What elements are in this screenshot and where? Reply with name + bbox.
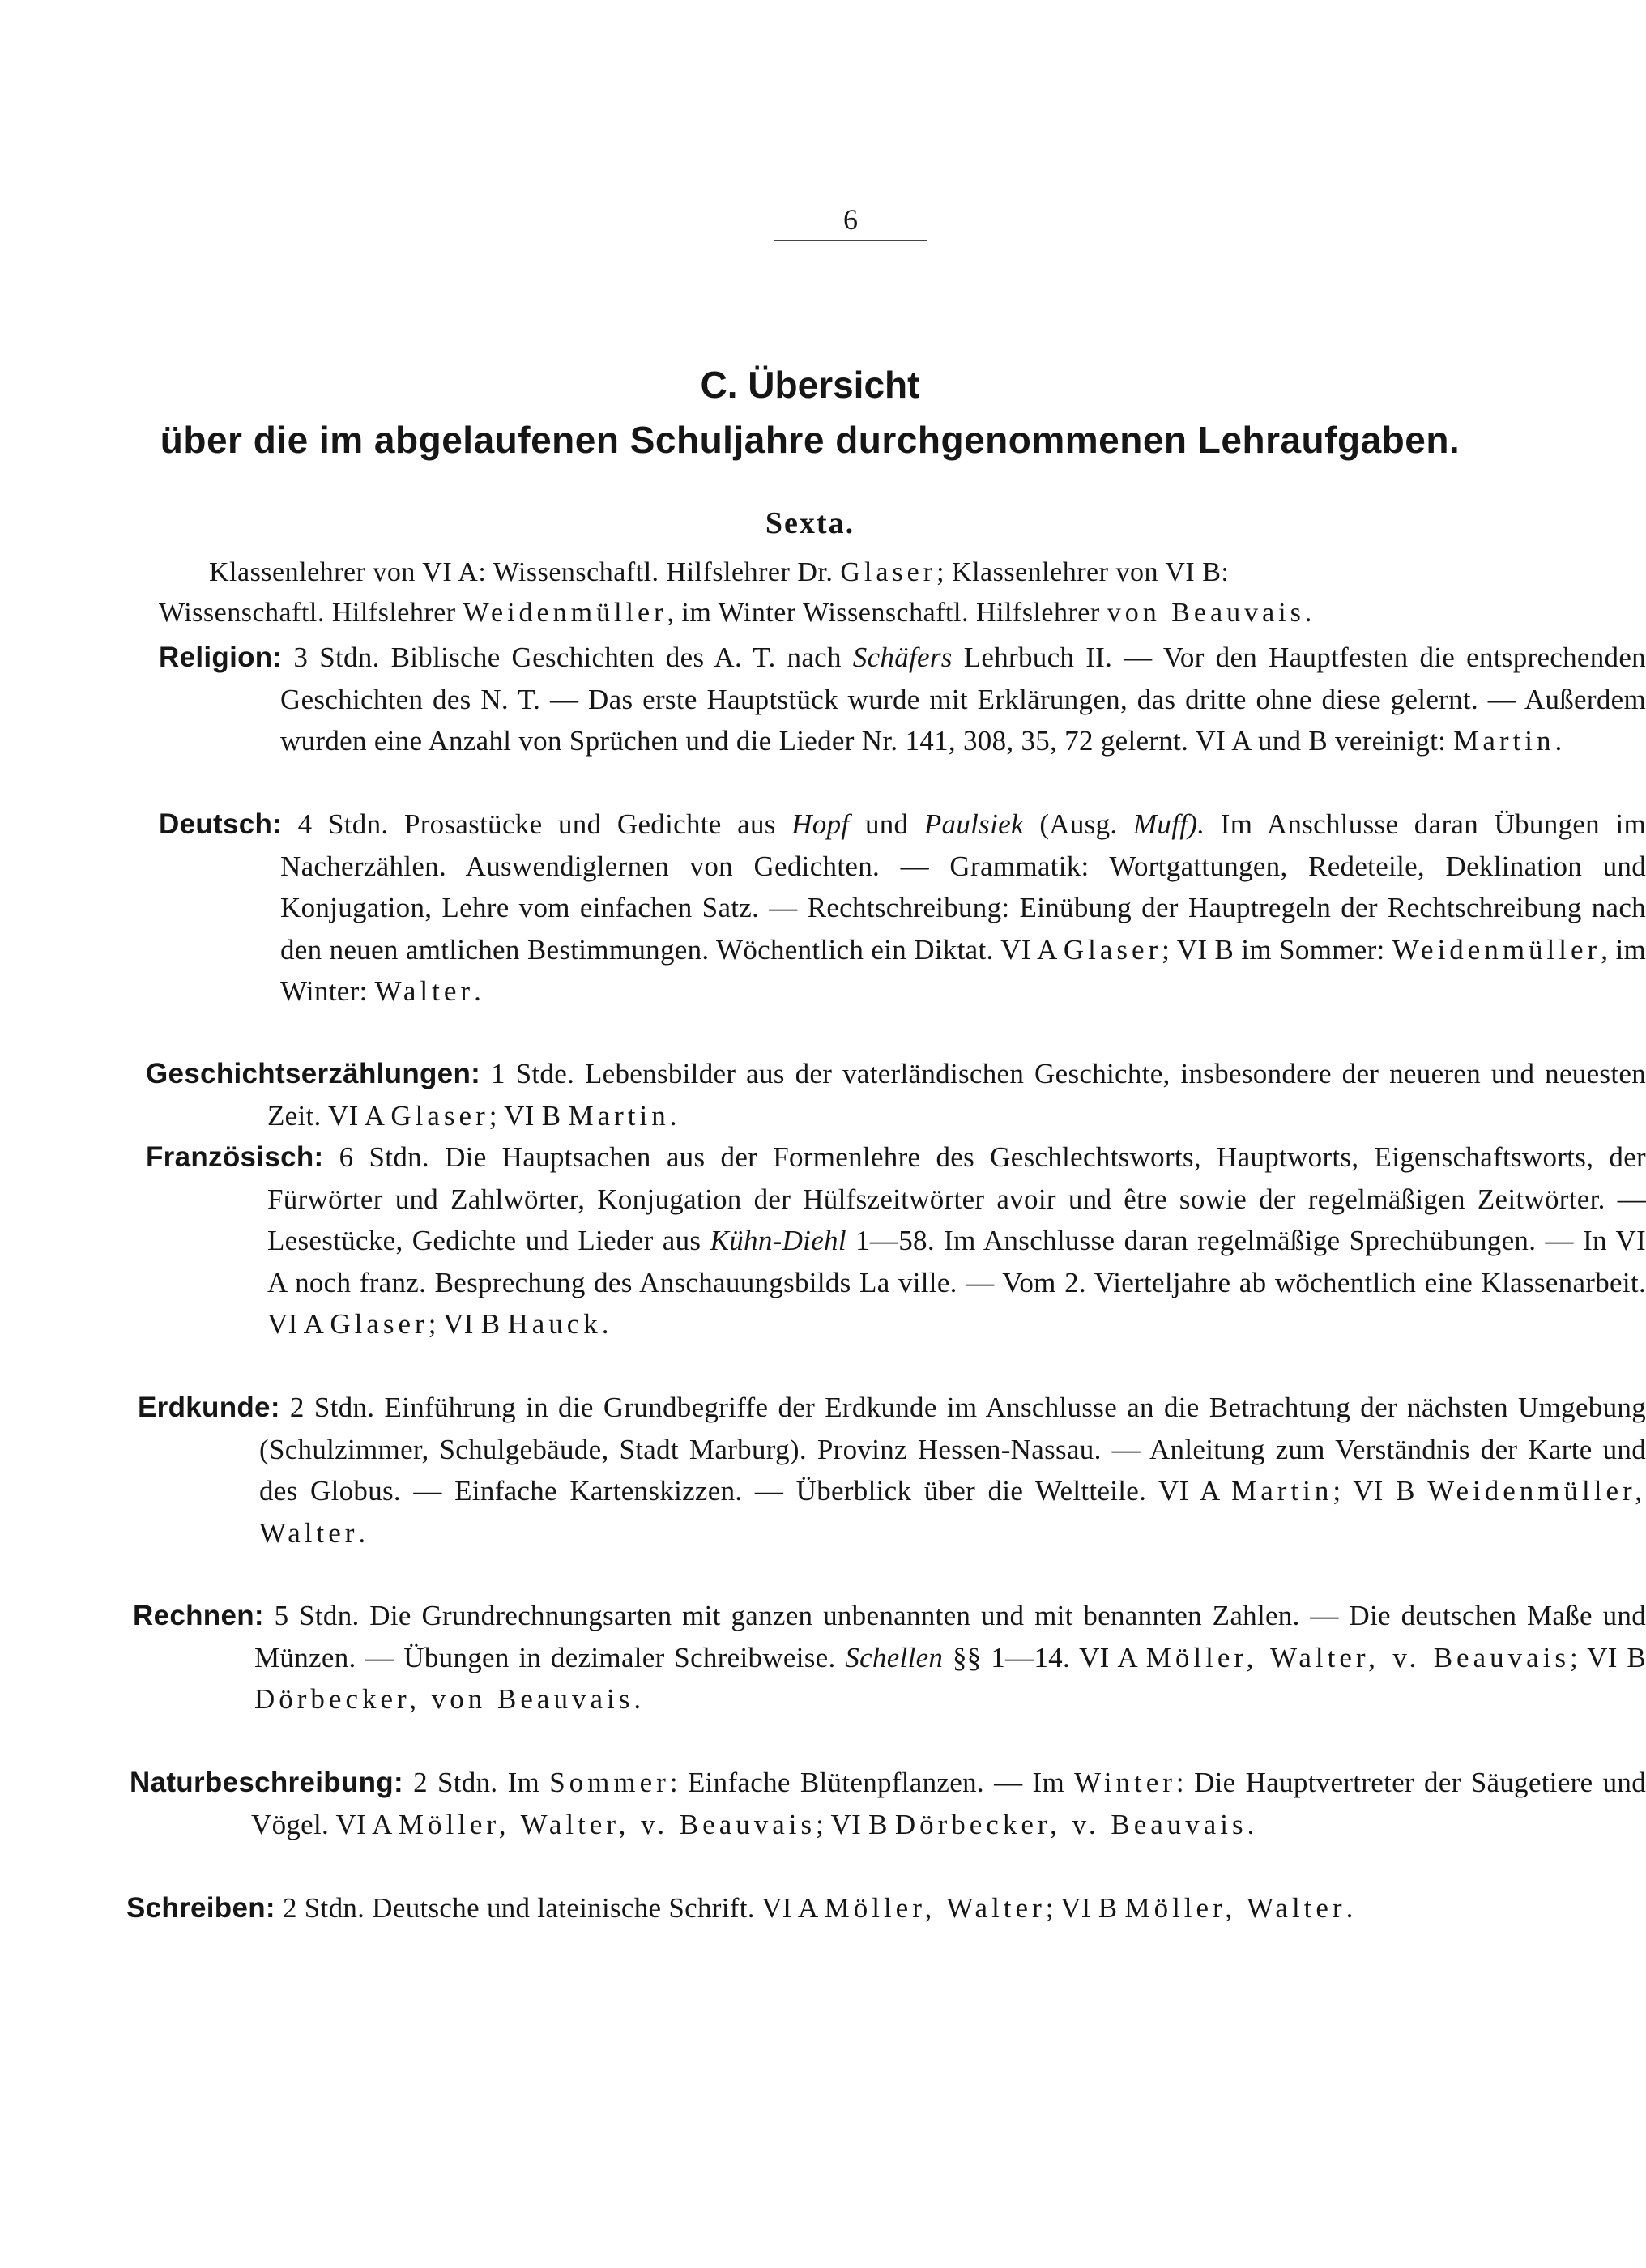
subject-text: 2 Stdn. Im xyxy=(403,1767,550,1798)
teacher-name: Möller, Walter xyxy=(1124,1892,1346,1924)
season-label: Sommer xyxy=(549,1767,670,1798)
subject-label: Erdkunde: xyxy=(138,1392,280,1423)
subject-text: . xyxy=(1247,1808,1255,1840)
teacher-text: . xyxy=(1304,598,1312,628)
teachers-line-1 xyxy=(159,552,1524,593)
subject-franzoesisch xyxy=(146,1136,1646,1345)
teacher-name: Glaser xyxy=(390,1099,489,1132)
subject-text: . xyxy=(358,1516,366,1549)
book-title: Kühn-Diehl xyxy=(710,1225,846,1256)
book-title: Schäfers xyxy=(852,642,953,673)
subject-label: Religion: xyxy=(159,642,283,673)
subject-text: 2 Stdn. Einführung in die Grundbegriffe der Erdkunde im Anschlusse an die Betrachtung der nächsten Umgebung (Schulzimmer, Schulgebäude, Stadt Marburg). Provinz Hessen-Nassau. — Anleitung zum Verständnis der Karte und des Globus. — Einfache Kartenskizzen. — Überblick über die Weltteile. VI A xyxy=(259,1392,1646,1507)
book-title: Schellen xyxy=(845,1641,944,1673)
subject-label: Naturbeschreibung: xyxy=(130,1767,403,1798)
subject-label: Französisch: xyxy=(146,1141,324,1173)
teacher-name: Weidenmüller xyxy=(1392,933,1601,966)
teacher-text: , im Winter Wissenschaftl. Hilfslehrer xyxy=(667,598,1107,628)
subject-text: ; VI B xyxy=(1570,1641,1646,1673)
teacher-name: Walter xyxy=(374,975,475,1007)
subject-text: ; VI B im Sommer: xyxy=(1162,933,1392,966)
subject-label: Deutsch: xyxy=(159,808,283,840)
page-number-rule xyxy=(774,240,927,241)
teacher-name: Dörbecker, von Beauvais xyxy=(254,1683,634,1715)
subject-rechnen xyxy=(133,1595,1646,1720)
subject-text: 3 Stdn. Biblische Geschichten des A. T. nach xyxy=(282,642,853,673)
book-title: Muff). xyxy=(1132,808,1205,840)
class-teachers xyxy=(159,552,1524,633)
teacher-name: Glaser xyxy=(330,1308,429,1340)
subject-text: . xyxy=(633,1683,642,1715)
subject-text: : Die Hauptvertreter der Säugetiere und Vögel. VI A xyxy=(251,1767,1646,1840)
subject-text: . xyxy=(601,1308,609,1340)
teacher-name: von Beauvais xyxy=(1107,598,1305,628)
teacher-text: Klassenlehrer von VI A: Wissenschaftl. Hilfslehrer Dr. xyxy=(209,557,841,587)
book-title: Hopf xyxy=(791,808,850,840)
subject-religion xyxy=(159,637,1646,762)
subject-label: Schreiben: xyxy=(126,1892,275,1924)
subject-schreiben xyxy=(126,1887,1646,1929)
section-heading: C. Übersicht xyxy=(700,364,920,406)
subject-text: (Ausg. xyxy=(1023,808,1133,840)
teacher-name: Weidenmüller, Walter xyxy=(259,1475,1646,1549)
subject-erdkunde xyxy=(138,1387,1646,1554)
subject-text: . xyxy=(474,975,482,1007)
teacher-name: Glaser xyxy=(840,557,937,587)
subject-text: ; VI B xyxy=(488,1099,569,1132)
teacher-text: Wissenschaftl. Hilfslehrer xyxy=(159,598,463,628)
teacher-name: Glaser xyxy=(1063,933,1162,966)
subject-label: Geschichtserzählungen: xyxy=(146,1058,481,1089)
subject-text: 2 Stdn. Deutsche und lateinische Schrift. VI A xyxy=(275,1892,825,1924)
class-heading: Sexta. xyxy=(765,506,855,540)
subject-text: . xyxy=(669,1099,677,1132)
subject-text: . xyxy=(1554,725,1563,757)
subject-text: §§ 1—14. VI A xyxy=(943,1641,1146,1673)
teacher-name: Martin xyxy=(1231,1475,1333,1507)
subject-naturbeschreibung xyxy=(130,1762,1646,1845)
teachers-line-2 xyxy=(159,598,1312,628)
subject-text: 6 Stdn. Die Hauptsachen aus der Formenlehre des Geschlechtsworts, Hauptworts, Eigenschaftsworts, der Fürwörter und Zahlwörter, Konjugation der Hülfszeitwörter avoir und être sowie der regelmäßigen Zeitwörter. — Lesestücke, Gedichte und Lieder aus xyxy=(267,1141,1646,1256)
teacher-name: Möller, Walter, v. Beauvais xyxy=(1145,1641,1571,1673)
subject-geschichte xyxy=(146,1053,1646,1136)
book-title: Paulsiek xyxy=(923,808,1024,840)
teacher-name: Möller, Walter, v. Beauvais xyxy=(398,1808,817,1840)
teacher-name: Martin xyxy=(568,1099,670,1132)
teacher-name: Martin xyxy=(1453,725,1555,757)
teacher-text: ; Klassenlehrer von VI B: xyxy=(936,557,1230,587)
subject-text: : Einfache Blütenpflanzen. — Im xyxy=(669,1767,1075,1798)
subject-text: 1 Stde. Lebensbilder aus der vaterländischen Geschichte, insbesondere der neueren und neuesten Zeit. VI A xyxy=(267,1058,1646,1132)
subject-text: ; VI B xyxy=(1045,1892,1125,1924)
page-number: 6 xyxy=(843,203,858,236)
subject-text: ; VI B xyxy=(428,1308,508,1340)
subject-label: Rechnen: xyxy=(133,1600,264,1631)
subject-text: 4 Stdn. Prosastücke und Gedichte aus xyxy=(282,808,792,840)
teacher-name: Dörbecker, v. Beauvais xyxy=(894,1808,1247,1840)
subject-text: 5 Stdn. Die Grundrechnungsarten mit ganzen unbenannten und mit benannten Zahlen. — Die deutschen Maße und Münzen. — Übungen in dezimaler Schreibweise. xyxy=(254,1600,1646,1673)
subject-text: Lehrbuch II. — Vor den Hauptfesten die entsprechenden Geschichten des N. T. — Das erste Hauptstück wurde mit Erklärungen, das dritte ohne diese gelernt. — Außerdem wurden eine Anzahl von Sprüchen und die Lieder Nr. 141, 308, 35, 72 gelernt. VI A und B vereinigt: xyxy=(280,642,1646,757)
subject-deutsch xyxy=(159,804,1646,1013)
teacher-name: Weidenmüller xyxy=(463,598,667,628)
subject-text: ; VI B xyxy=(816,1808,895,1840)
teacher-name: Hauck xyxy=(507,1308,602,1340)
subject-text: Im Anschlusse daran Übungen im Nacherzählen. Auswendiglernen von Gedichten. — Grammatik: Wortgattungen, Redeteile, Deklination und Konjugation, Lehre vom einfachen Satz. — Rechtschreibung: Einübung der Hauptregeln der Rechtschreibung nach den neuen amtlichen Bestimmungen. Wöchentlich ein Diktat. VI A xyxy=(280,808,1646,966)
subject-text: . xyxy=(1345,1892,1354,1924)
subject-text: , im Winter: xyxy=(280,933,1646,1007)
subject-text: und xyxy=(849,808,924,840)
page-title: über die im abgelaufenen Schuljahre durchgenommenen Lehraufgaben. xyxy=(160,419,1461,461)
teacher-name: Möller, Walter xyxy=(824,1892,1046,1924)
subject-text: ; VI B xyxy=(1333,1475,1428,1507)
subject-text: 1—58. Im Anschlusse daran regelmäßige Sprechübungen. — In VI A noch franz. Besprechung des Anschauungsbilds La ville. — Vom 2. Vierteljahre ab wöchentlich eine Klassenarbeit. VI A xyxy=(267,1225,1646,1340)
season-label: Winter xyxy=(1074,1767,1176,1798)
